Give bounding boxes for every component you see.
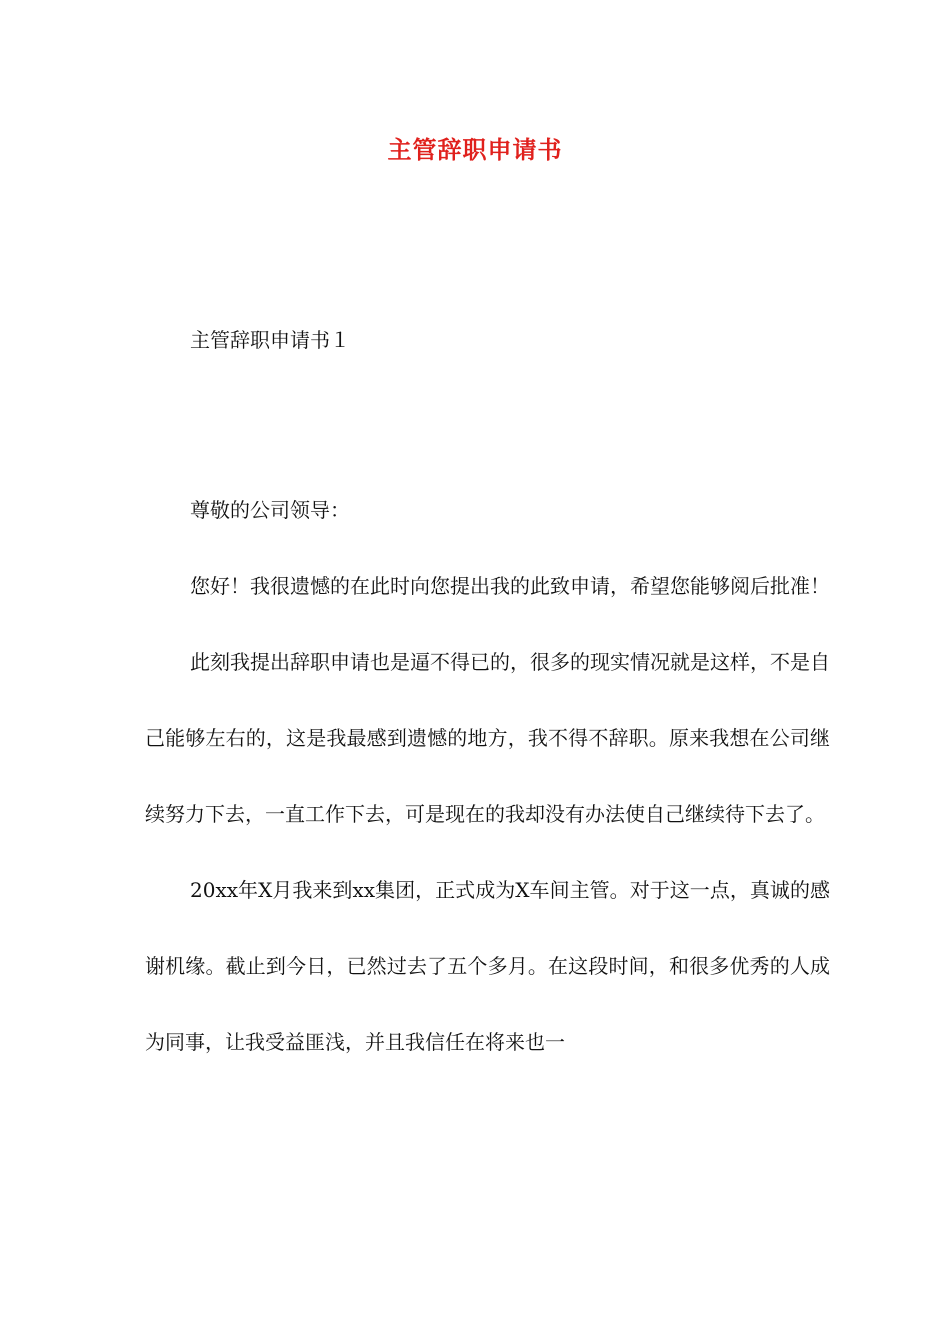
paragraph-3: 20xx年X月我来到xx集团，正式成为X车间主管。对于这一点，真诚的感谢机缘。截止到今日，已然过去了五个多月。在这段时间，和很多优秀的人成为同事，让我受益匪浅，并且我信任在将来也一 <box>145 878 830 1054</box>
salutation: 尊敬的公司领导： <box>190 498 350 522</box>
document-title: 主管辞职申请书 <box>387 135 563 164</box>
letter-body <box>145 472 830 1080</box>
paragraph-2: 此刻我提出辞职申请也是逼不得已的，很多的现实情况就是这样，不是自己能够左右的，这是我最感到遗憾的地方，我不得不辞职。原来我想在公司继续努力下去，一直工作下去，可是现在的我却没有办法使自己继续待下去了。 <box>145 650 830 826</box>
section-heading: 主管辞职申请书１ <box>190 328 350 352</box>
paragraph-1: 您好！我很遗憾的在此时向您提出我的此致申请，希望您能够阅后批准！ <box>190 574 830 598</box>
